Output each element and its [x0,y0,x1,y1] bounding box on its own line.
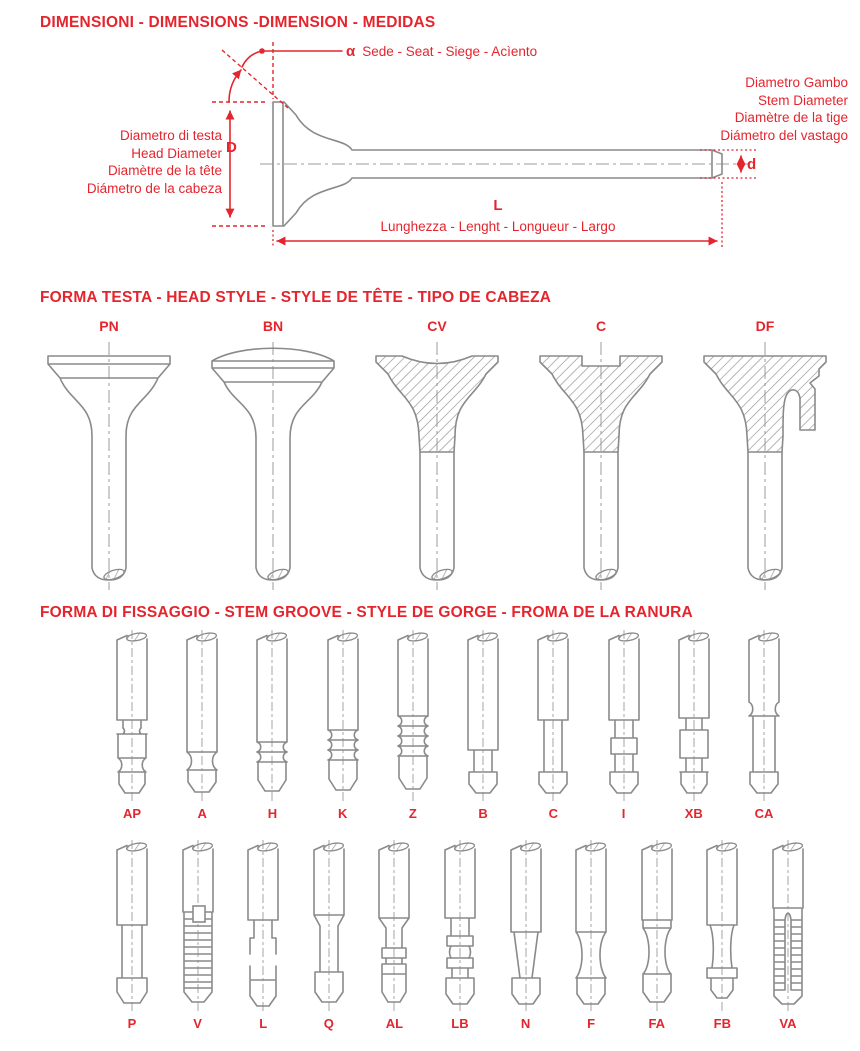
stem-groove-p [104,840,160,1031]
stem-groove-ca-drawing [736,630,792,802]
alpha-symbol: α [346,43,356,60]
stem-groove-va-label: VA [779,1016,797,1031]
stem-groove-i [596,630,652,821]
stem-groove-va [760,840,816,1031]
head-style-bn-label: BN [262,318,284,334]
section-title-dimensions: DIMENSIONI - DIMENSIONS -DIMENSION - MEDIDAS [40,14,436,31]
stem-diameter-label: Diametro Gambo Stem Diameter Diamètre de la tige Diámetro del vastago [720,75,848,143]
head-style-bn-drawing [198,340,348,592]
length-symbol: L [493,197,503,214]
stem-groove-f-drawing [563,840,619,1012]
stem-groove-q [301,840,357,1031]
head-style-df-drawing [690,340,840,592]
stem-groove-b-label: B [478,806,488,821]
stem-groove-al-label: AL [385,1016,404,1031]
stem-groove-ca [736,630,792,821]
stem-groove-va-drawing [760,840,816,1012]
stem-groove-c-drawing [525,630,581,802]
stem-groove-n [498,840,554,1031]
head-style-bn [198,318,348,592]
stem-groove-p-label: P [127,1016,137,1031]
stem-groove-lb-label: LB [451,1016,469,1031]
head-style-pn [34,318,184,592]
head-style-c-label: C [595,318,607,334]
stem-groove-xb [666,630,722,821]
stem-groove-q-label: Q [323,1016,334,1031]
head-style-cv-label: CV [427,318,447,334]
stem-groove-l-drawing [235,840,291,1012]
stem-groove-fb-label: FB [713,1016,732,1031]
stem-groove-k-label: K [337,806,348,821]
dimension-annotations [212,42,758,248]
head-style-pn-drawing [34,340,184,592]
seat-label: Sede - Seat - Siege - Acìento [362,44,538,59]
stem-groove-l-label: L [259,1016,268,1031]
stem-groove-k [315,630,371,821]
stem-groove-lb [432,840,488,1031]
stem-groove-xb-label: XB [684,806,703,821]
stem-groove-q-drawing [301,840,357,1012]
head-style-c [526,318,676,592]
stem-groove-al-drawing [366,840,422,1012]
stem-groove-ap [104,630,160,821]
head-style-cv-drawing [362,340,512,592]
stem-groove-ap-drawing [104,630,160,802]
stem-groove-c-label: C [548,806,558,821]
head-style-cv [362,318,512,592]
stem-groove-xb-drawing [666,630,722,802]
head-diameter-symbol: D [226,139,237,156]
section-title-stem-grooves: FORMA DI FISSAGGIO - STEM GROOVE - STYLE DE GORGE - FROMA DE LA RANURA [40,604,693,621]
stem-grooves-row-1 [104,630,792,821]
stem-groove-p-drawing [104,840,160,1012]
stem-groove-k-drawing [315,630,371,802]
stem-groove-b [455,630,511,821]
head-style-pn-label: PN [99,318,119,334]
stem-groove-n-label: N [520,1016,531,1031]
stem-groove-fa-drawing [629,840,685,1012]
stem-groove-f [563,840,619,1031]
stem-groove-v-drawing [170,840,226,1012]
stem-groove-v [170,840,226,1031]
stem-groove-fa-label: FA [648,1016,666,1031]
stem-groove-l [235,840,291,1031]
head-style-df [690,318,840,592]
stem-groove-lb-drawing [432,840,488,1012]
stem-groove-n-drawing [498,840,554,1012]
stem-groove-z-drawing [385,630,441,802]
stem-groove-z-label: Z [408,806,417,821]
stem-groove-ca-label: CA [754,806,774,821]
head-style-df-label: DF [755,318,775,334]
stem-groove-b-drawing [455,630,511,802]
seat-angle-label [346,43,537,60]
length-label: Lunghezza - Lenght - Longueur - Largo [380,219,616,234]
stem-groove-v-label: V [193,1016,202,1031]
stem-groove-ap-label: AP [122,806,142,821]
stem-groove-h [244,630,300,821]
head-styles-row [34,318,840,592]
stem-groove-fb [694,840,750,1031]
stem-groove-al [366,840,422,1031]
head-diameter-label: Diametro di testa Head Diameter Diamètre de la tête Diámetro de la cabeza [86,128,222,196]
stem-groove-c [525,630,581,821]
stem-groove-a [174,630,230,821]
stem-groove-f-label: F [587,1016,596,1031]
stem-groove-a-label: A [197,806,207,821]
stem-groove-a-drawing [174,630,230,802]
stem-diameter-symbol: d [747,156,757,173]
stem-groove-h-label: H [267,806,278,821]
stem-groove-h-drawing [244,630,300,802]
section-title-head-styles: FORMA TESTA - HEAD STYLE - STYLE DE TÊTE - TIPO DE CABEZA [40,289,552,306]
head-style-c-drawing [526,340,676,592]
stem-grooves-row-2 [104,840,816,1031]
stem-groove-z [385,630,441,821]
stem-groove-i-drawing [596,630,652,802]
stem-groove-fb-drawing [694,840,750,1012]
stem-groove-i-label: I [621,806,626,821]
stem-groove-fa [629,840,685,1031]
